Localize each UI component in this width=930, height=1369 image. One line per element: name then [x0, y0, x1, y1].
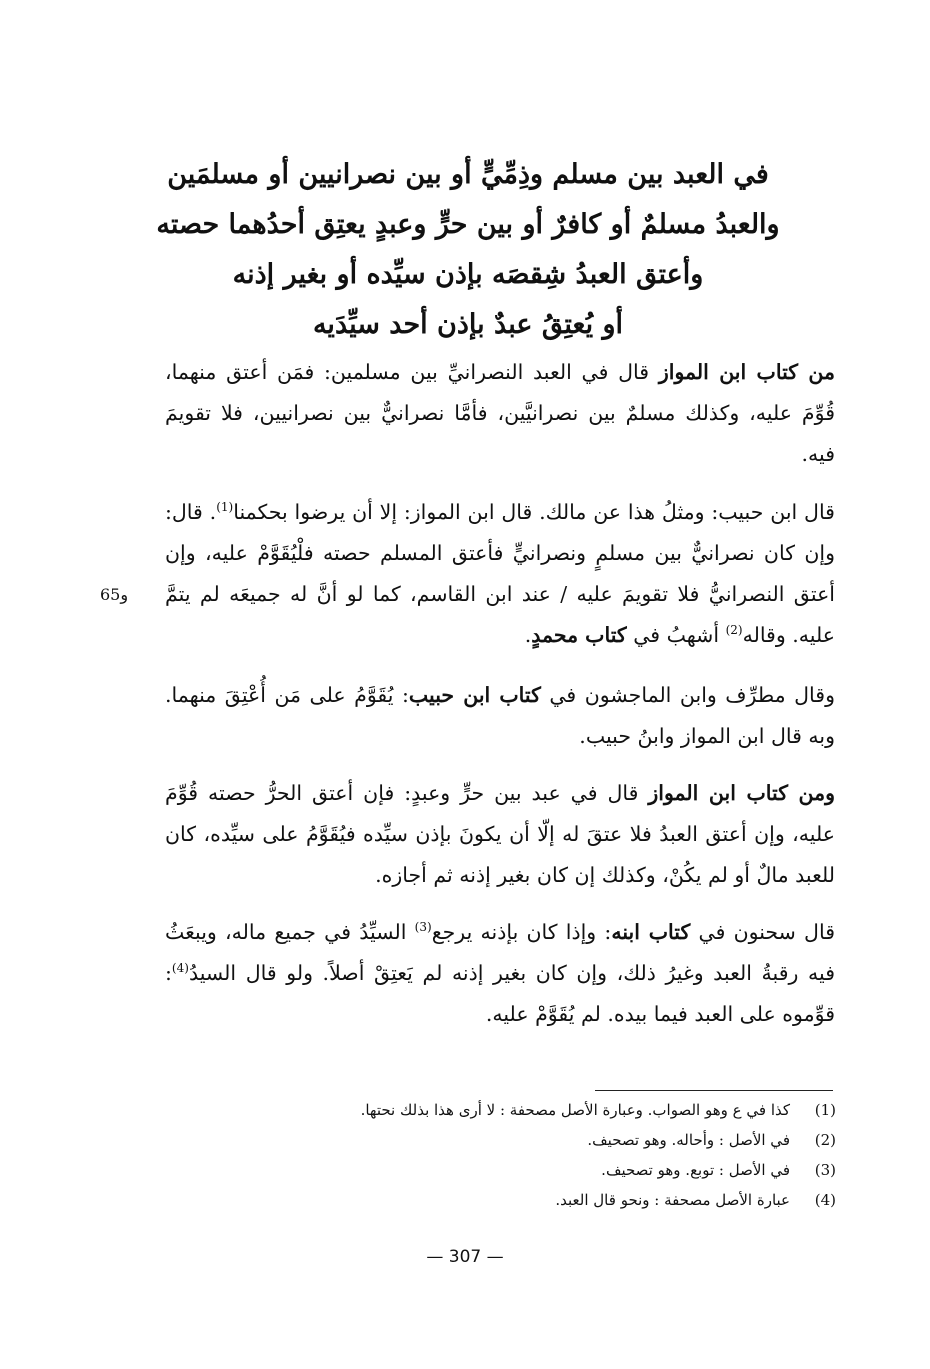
paragraph-text: : يُقَوَّمُ على مَن أُعْتِقَ منهما. وبه قال ابن المواز وابنُ حبيب.	[165, 683, 835, 748]
source-reference: كتاب ابن حبيب	[408, 683, 541, 707]
paragraph-text: قال في العبد النصرانيِّ بين مسلمين: فمَن أعتق منهما، قُوِّمَ عليه، وكذلك مسلمٌ بين نصرانيَّين، فأمَّا نصرانيٌّ بين نصرانيين، فلا تقويمَ فيه.	[165, 360, 835, 466]
title-line-3: وأعتق العبدُ شِقصَه بإذن سيِّده أو بغير إذنه	[232, 259, 704, 290]
paragraph-text: : قوِّموه على العبد فيما بيده. لم يُقَوَّمْ عليه.	[165, 961, 835, 1026]
title-line-4: أو يُعتِقُ عبدٌ بإذن أحد سيِّدَيه	[312, 309, 624, 340]
source-reference: كتاب محمدٍ	[531, 623, 627, 647]
paragraph-text: قال سحنون في	[690, 920, 835, 944]
page-number: — 307 —	[426, 1247, 504, 1267]
source-reference: كتاب ابنه	[611, 920, 691, 944]
footnote	[280, 1095, 836, 1125]
footnote	[280, 1155, 836, 1185]
footnote-text: كذا في ع وهو الصواب. وعبارة الأصل مصحفة : لا أرى هذا بذلك نحتها.	[360, 1101, 790, 1119]
footnote-number: (4)	[814, 1191, 836, 1209]
footnote-number: (2)	[814, 1131, 836, 1149]
footnote	[280, 1185, 836, 1215]
footnote-text: في الأصل : وأحاله. وهو تصحيف.	[587, 1131, 790, 1149]
chapter-title	[150, 150, 786, 350]
paragraph-text: أشهبُ في	[626, 623, 726, 647]
title-line-1: في العبد بين مسلم وذِمِّيٍّ أو بين نصرانيين أو مسلمَين	[167, 159, 769, 190]
paragraph-text: : وإذا كان بإذنه يرجع	[431, 920, 612, 944]
paragraph-1	[165, 352, 835, 475]
footnote	[280, 1125, 836, 1155]
paragraph-text: قال ابن حبيب: ومثلُ هذا عن مالك. قال ابن المواز: إلا أن يرضوا بحكمنا	[233, 500, 835, 524]
footnote-ref: (4)	[171, 961, 189, 976]
source-reference: ومن كتاب ابن المواز	[648, 781, 836, 805]
paragraph-2	[165, 492, 835, 656]
margin-folio-note: و65	[100, 585, 129, 604]
footnote-ref: (3)	[414, 920, 432, 935]
footnote-ref: (2)	[725, 623, 743, 638]
paragraph-text: قال في عبد بين حرٍّ وعبدٍ: فإن أعتق الحرُّ حصته قُوِّمَ عليه، وإن أعتق العبدُ فلا عتقَ له إلّا أن يكونَ بإذن سيِّده فيُقَوَّمُ على سيِّده، كان للعبد مالٌ أو لم يكُنْ، وكذلك إن كان بغير إذنه ثم أجازه.	[165, 781, 835, 887]
paragraph-text: وقال مطرِّف وابن الماجشون في	[540, 683, 835, 707]
footnote-ref: (1)	[216, 500, 234, 515]
paragraph-5	[165, 912, 835, 1035]
paragraph-text: . قال: وإن كان نصرانيٌّ بين مسلمٍ ونصرانيٍّ فأعتق المسلم حصته فلْيُقَوَّمْ عليه، وإن أعتق النصرانيُّ فلا تقويمَ عليه / عند ابن القاسم، كما لو أنَّ له جميعَه لم يتمَّ عليه. وقاله	[165, 500, 835, 647]
paragraph-3	[165, 675, 835, 757]
paragraph-text: .	[524, 623, 532, 647]
footnote-text: في الأصل : توبع. وهو تصحيف.	[601, 1161, 790, 1179]
paragraph-text: السيِّدُ في جميع ماله، ويبعَثُ فيه رقبةُ العبد وغيرُ ذلك، وإن كان بغير إذنه لم يَعتِقْ أصلاً. ولو قال السيدُ	[165, 920, 835, 985]
footnote-number: (1)	[814, 1101, 836, 1119]
footnote-text: عبارة الأصل مصحفة : ونحو قال العبد.	[555, 1191, 790, 1209]
paragraph-4	[165, 773, 835, 896]
footnote-separator	[595, 1090, 833, 1091]
footnote-number: (3)	[814, 1161, 836, 1179]
footnotes	[280, 1095, 836, 1215]
title-line-2: والعبدُ مسلمٌ أو كافرٌ أو بين حرٍّ وعبدٍ يعتِق أحدُهما حصته	[156, 209, 780, 240]
source-reference: من كتاب ابن المواز	[658, 360, 835, 384]
